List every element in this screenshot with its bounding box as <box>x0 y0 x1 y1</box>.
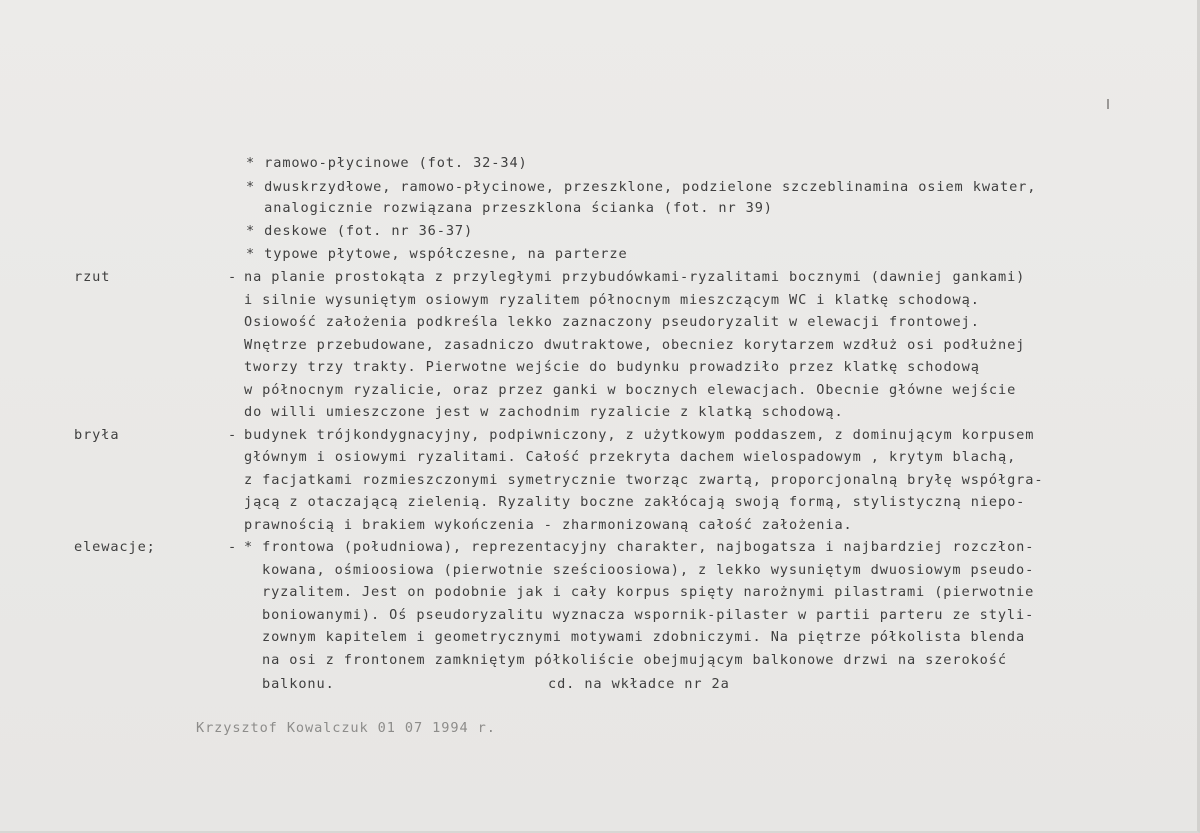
section-dash: - <box>228 269 237 285</box>
rzut-line: do willi umieszczone jest w zachodnim ryzalicie z klatką schodową. <box>244 404 844 420</box>
bryla-line: głównym i osiowymi ryzalitami. Całość przekryta dachem wielospadowym , krytym blachą, <box>244 449 1017 465</box>
rzut-line: Wnętrze przebudowane, zasadniczo dwutraktowe, obecniez korytarzem wzdłuż osi podłużnej <box>244 337 1026 353</box>
list-item: * dwuskrzydłowe, ramowo-płycinowe, przeszklone, podzielone szczeblinamina osiem kwater, <box>246 179 1037 195</box>
elewacje-line: kowana, ośmioosiowa (pierwotnie sześcioosiowa), z lekko wysuniętym dwuosiowym pseudo- <box>262 562 1035 578</box>
bryla-line: z facjatkami rozmieszczonymi symetrycznie tworząc zwartą, proporcjonalną bryłę współgra- <box>244 472 1044 488</box>
elewacje-line: * frontowa (południowa), reprezentacyjny charakter, najbogatsza i najbardziej rozczłon- <box>244 539 1035 555</box>
section-label-bryla: bryła <box>74 427 120 443</box>
section-dash: - <box>228 539 237 555</box>
elewacje-line: ryzalitem. Jest on podobnie jak i cały korpus spięty narożnymi pilastrami (pierwotnie <box>262 584 1035 600</box>
elewacje-line: boniowanymi). Oś pseudoryzalitu wyznacza wspornik-pilaster w partii parteru ze styli- <box>262 607 1035 623</box>
list-item: analogicznie rozwiązana przeszklona ścianka (fot. nr 39) <box>246 200 773 216</box>
bryla-line: budynek trójkondygnacyjny, podpiwniczony, z użytkowym poddaszem, z dominującym korpusem <box>244 427 1035 443</box>
list-item: * typowe płytowe, współczesne, na parterze <box>246 246 628 262</box>
elewacje-line: balkonu. <box>262 676 335 692</box>
rzut-line: i silnie wysuniętym osiowym ryzalitem północnym mieszczącym WC i klatkę schodową. <box>244 292 980 308</box>
rzut-line: Osiowość założenia podkreśla lekko zaznaczony pseudoryzalit w elewacji frontowej. <box>244 314 980 330</box>
bryla-line: prawnością i brakiem wykończenia - zharmonizowaną całość założenia. <box>244 517 853 533</box>
elewacje-line: na osi z frontonem zamkniętym półkoliście obejmującym balkonowe drzwi na szerokość <box>262 652 1007 668</box>
author-signature: Krzysztof Kowalczuk 01 07 1994 r. <box>196 720 496 736</box>
rzut-line: w północnym ryzalicie, oraz przez ganki w bocznych elewacjach. Obecnie główne wejście <box>244 382 1017 398</box>
section-dash: - <box>228 427 237 443</box>
elewacje-line: zownym kapitelem i geometrycznymi motywami zdobniczymi. Na piętrze półkolista blenda <box>262 629 1026 645</box>
section-label-rzut: rzut <box>74 269 111 285</box>
section-label-elewacje: elewacje; <box>74 539 156 555</box>
rzut-line: na planie prostokąta z przyległymi przybudówkami-ryzalitami bocznymi (dawniej gankami) <box>244 269 1026 285</box>
rzut-line: tworzy trzy trakty. Pierwotne wejście do budynku prowadziło przez klatkę schodową <box>244 359 980 375</box>
list-item: * ramowo-płycinowe (fot. 32-34) <box>246 155 528 171</box>
bryla-line: jącą z otaczającą zielenią. Ryzality boczne zakłócają swoją formą, stylistyczną niepo- <box>244 494 1026 510</box>
margin-mark <box>1107 99 1109 109</box>
list-item: * deskowe (fot. nr 36-37) <box>246 223 474 239</box>
continued-note: cd. na wkładce nr 2a <box>548 676 730 692</box>
